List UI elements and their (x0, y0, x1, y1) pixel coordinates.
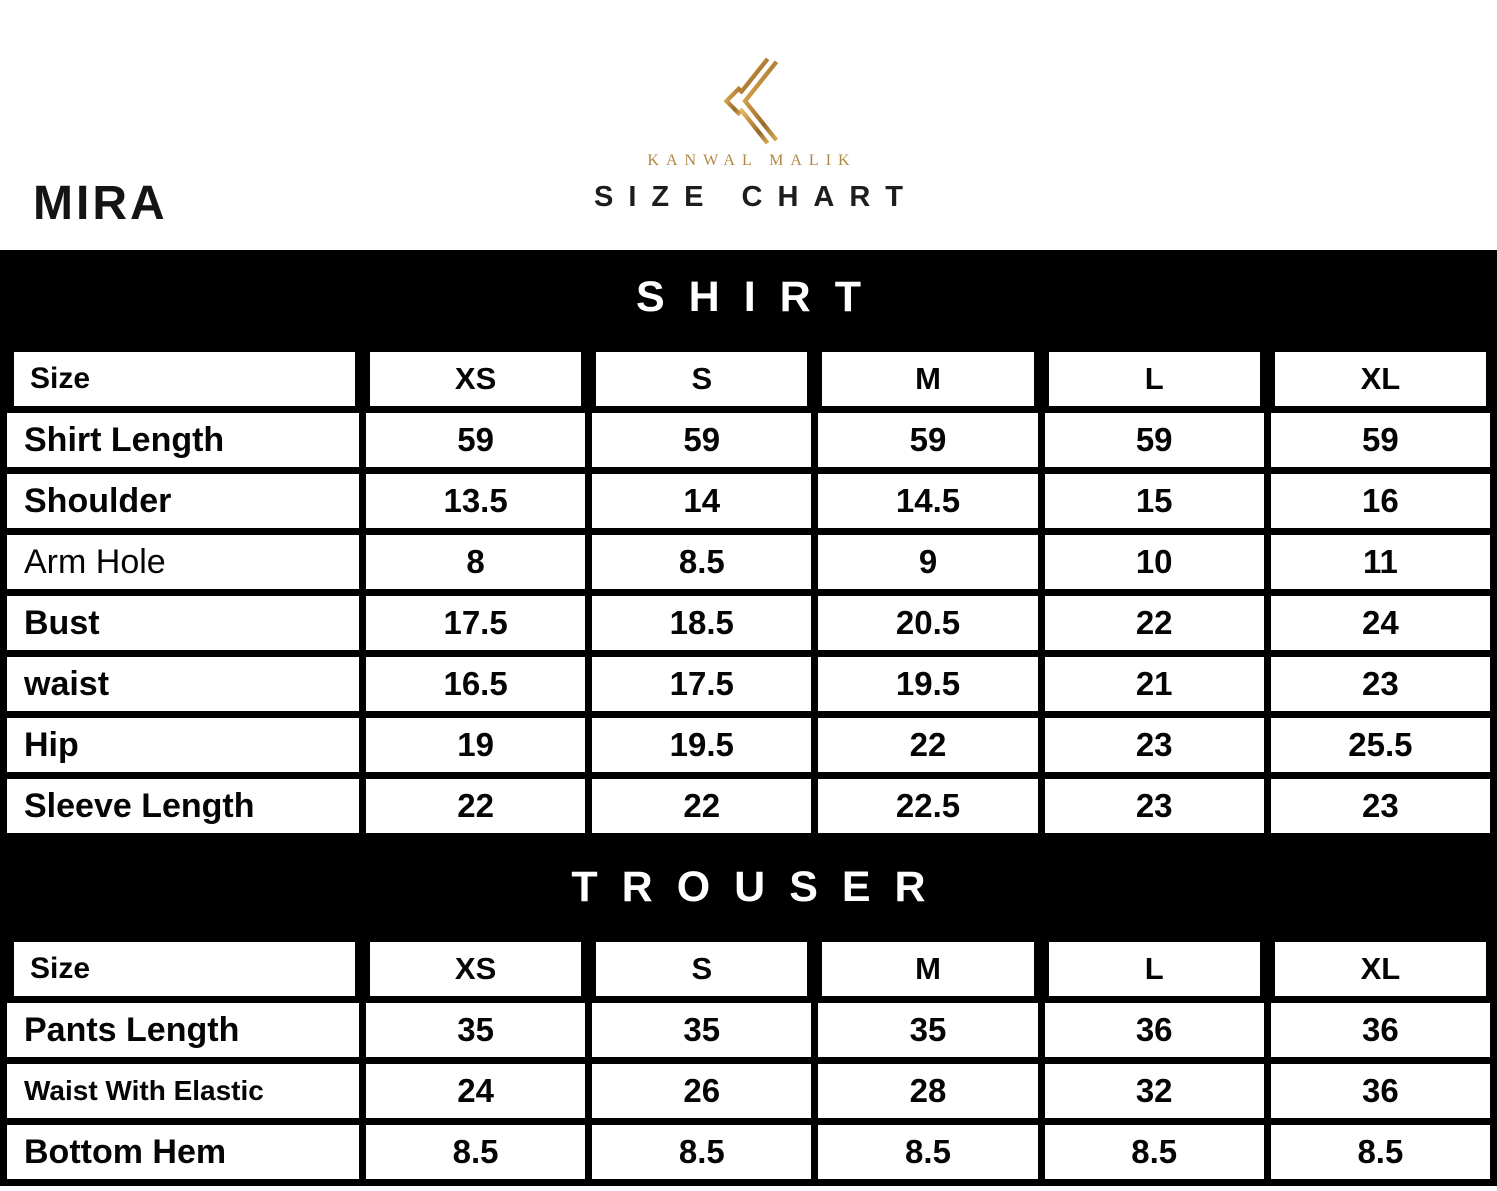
size-header-s: S (596, 352, 807, 406)
value-l: 15 (1045, 474, 1264, 528)
size-header-xl: XL (1275, 942, 1486, 996)
value-s: 14 (592, 474, 811, 528)
size-header-m: M (822, 352, 1033, 406)
size-header-l: L (1049, 942, 1260, 996)
size-header-l: L (1049, 352, 1260, 406)
value-l: 22 (1045, 596, 1264, 650)
value-xs: 59 (366, 413, 585, 467)
size-header-label: Size (14, 942, 355, 996)
shirt-section-banner (0, 250, 1497, 345)
value-xs: 16.5 (366, 657, 585, 711)
table-row (0, 657, 1497, 711)
size-header-row (0, 352, 1497, 406)
product-name: MIRA (33, 177, 168, 230)
value-s: 26 (592, 1064, 811, 1118)
row-label: Shoulder (7, 474, 359, 528)
size-header-label: Size (14, 352, 355, 406)
value-m: 59 (818, 413, 1037, 467)
value-xs: 22 (366, 779, 585, 833)
row-label: Waist With Elastic (7, 1064, 359, 1118)
value-l: 8.5 (1045, 1125, 1264, 1179)
value-xs: 35 (366, 1003, 585, 1057)
value-s: 17.5 (592, 657, 811, 711)
table-row (0, 779, 1497, 833)
row-label: Arm Hole (7, 535, 359, 589)
value-xl: 36 (1271, 1003, 1490, 1057)
value-s: 19.5 (592, 718, 811, 772)
table-row (0, 1125, 1497, 1179)
value-xl: 23 (1271, 779, 1490, 833)
value-s: 18.5 (592, 596, 811, 650)
size-header-xl: XL (1275, 352, 1486, 406)
row-label: Sleeve Length (7, 779, 359, 833)
table-row (0, 718, 1497, 772)
table-row (0, 1064, 1497, 1118)
row-label: Bottom Hem (7, 1125, 359, 1179)
value-xl: 23 (1271, 657, 1490, 711)
table-row (0, 1003, 1497, 1057)
value-xs: 17.5 (366, 596, 585, 650)
value-m: 20.5 (818, 596, 1037, 650)
k-monogram-icon (694, 52, 804, 150)
value-l: 21 (1045, 657, 1264, 711)
value-s: 8.5 (592, 535, 811, 589)
page-header (0, 0, 1497, 250)
size-header-m: M (822, 942, 1033, 996)
table-row (0, 413, 1497, 467)
value-xs: 19 (366, 718, 585, 772)
size-header-xs: XS (370, 942, 581, 996)
value-m: 22 (818, 718, 1037, 772)
value-s: 8.5 (592, 1125, 811, 1179)
size-header-row (0, 942, 1497, 996)
value-m: 22.5 (818, 779, 1037, 833)
brand-name: KANWAL MALIK (647, 152, 857, 169)
value-xl: 24 (1271, 596, 1490, 650)
row-label: Shirt Length (7, 413, 359, 467)
value-l: 10 (1045, 535, 1264, 589)
value-l: 23 (1045, 718, 1264, 772)
row-label: Pants Length (7, 1003, 359, 1057)
shirt-size-table (0, 345, 1497, 840)
value-l: 32 (1045, 1064, 1264, 1118)
trouser-section-banner (0, 840, 1497, 935)
size-chart-title: SIZE CHART (594, 181, 918, 213)
value-m: 35 (818, 1003, 1037, 1057)
row-label: Hip (7, 718, 359, 772)
value-s: 59 (592, 413, 811, 467)
value-s: 35 (592, 1003, 811, 1057)
value-xl: 25.5 (1271, 718, 1490, 772)
table-row (0, 596, 1497, 650)
value-m: 14.5 (818, 474, 1037, 528)
value-l: 36 (1045, 1003, 1264, 1057)
table-row (0, 474, 1497, 528)
value-xs: 24 (366, 1064, 585, 1118)
value-xs: 8.5 (366, 1125, 585, 1179)
value-xl: 16 (1271, 474, 1490, 528)
value-m: 28 (818, 1064, 1037, 1118)
value-m: 19.5 (818, 657, 1037, 711)
trouser-section-title: TROUSER (571, 863, 950, 911)
value-xl: 8.5 (1271, 1125, 1490, 1179)
brand-block (0, 52, 1497, 214)
value-m: 8.5 (818, 1125, 1037, 1179)
size-header-xs: XS (370, 352, 581, 406)
row-label: waist (7, 657, 359, 711)
value-xl: 11 (1271, 535, 1490, 589)
value-l: 59 (1045, 413, 1264, 467)
value-xl: 36 (1271, 1064, 1490, 1118)
shirt-section-title: SHIRT (636, 273, 885, 321)
size-header-s: S (596, 942, 807, 996)
value-xs: 8 (366, 535, 585, 589)
trouser-size-table (0, 935, 1497, 1186)
value-xl: 59 (1271, 413, 1490, 467)
value-s: 22 (592, 779, 811, 833)
table-row (0, 535, 1497, 589)
row-label: Bust (7, 596, 359, 650)
value-m: 9 (818, 535, 1037, 589)
value-xs: 13.5 (366, 474, 585, 528)
value-l: 23 (1045, 779, 1264, 833)
